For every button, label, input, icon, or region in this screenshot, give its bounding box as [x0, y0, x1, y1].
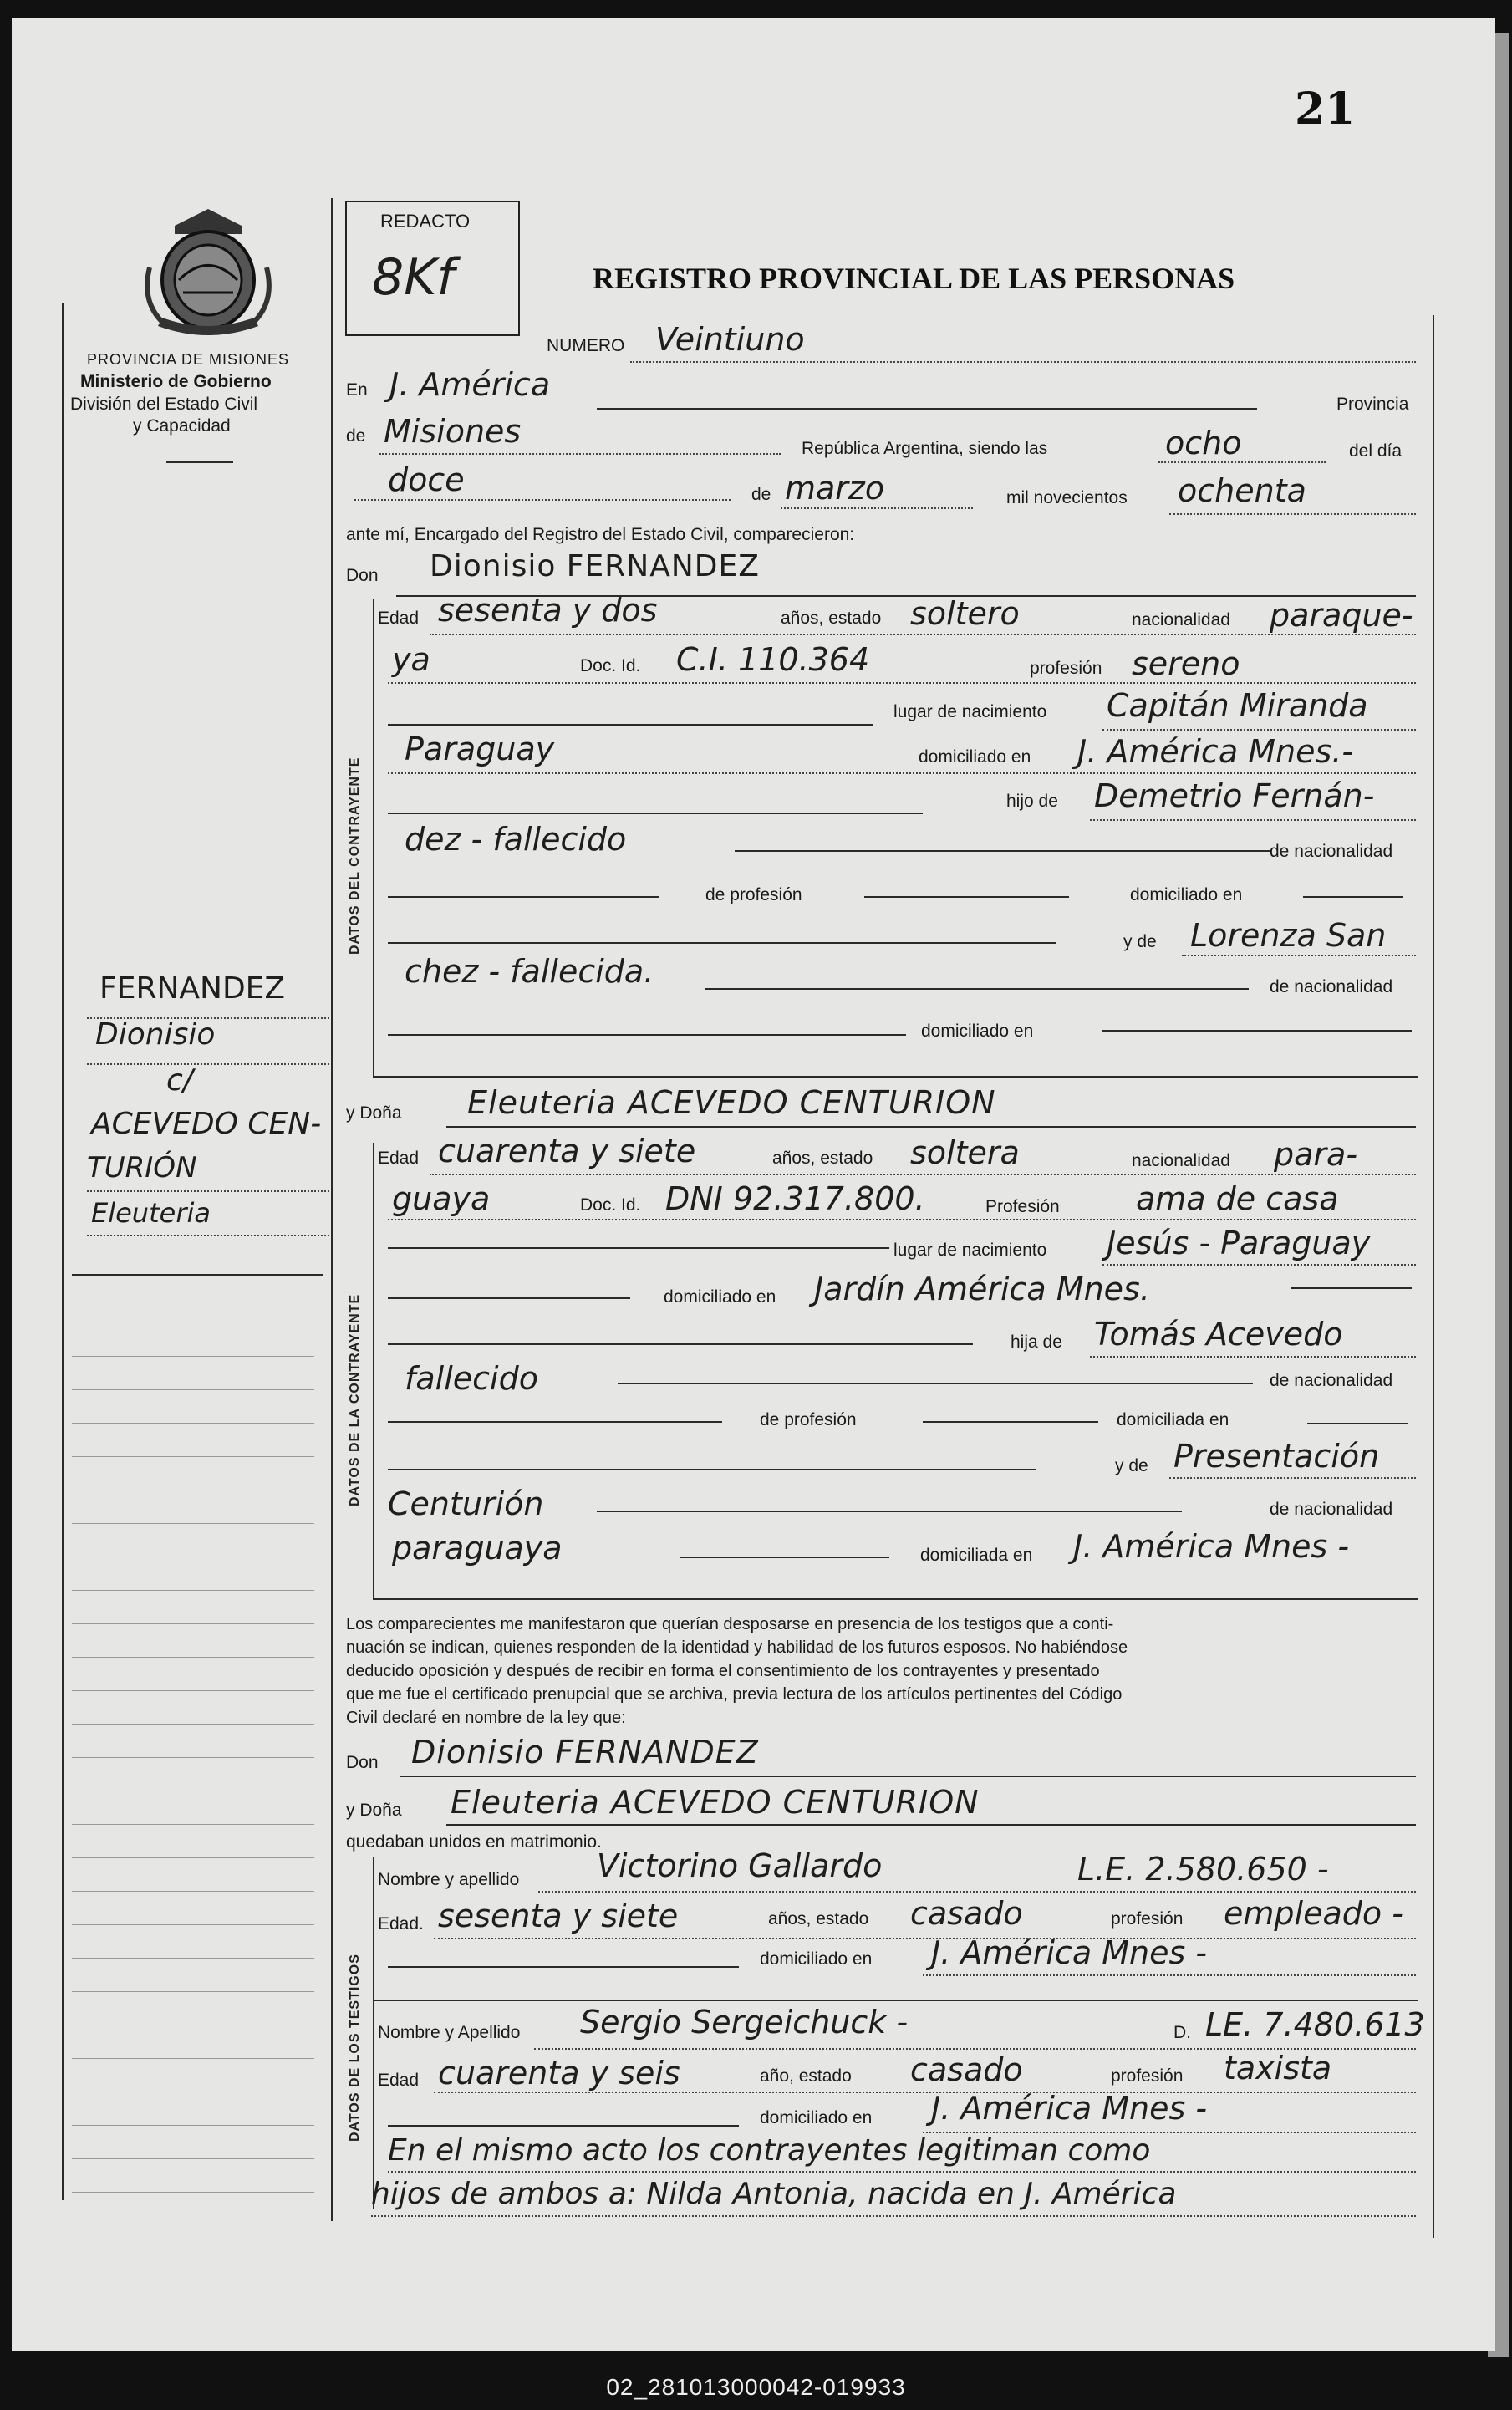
bride-domicile: Jardín América Mnes.	[814, 1271, 1150, 1307]
bride-nationality: para-	[1274, 1136, 1358, 1173]
hija-de-label: hija de	[1011, 1332, 1062, 1352]
groom-document: C.I. 110.364	[676, 641, 870, 678]
groom-domicile: J. América Mnes.-	[1077, 733, 1354, 770]
anos-estado-label: años, estado	[781, 609, 882, 628]
profesion-label: profesión	[1030, 659, 1102, 678]
redacto-initials: 8Kf	[372, 248, 455, 307]
nacionalidad-label: nacionalidad	[1132, 610, 1230, 629]
margin-note-divider	[72, 1274, 323, 1276]
groom-profession: sereno	[1132, 645, 1240, 682]
bride-mother: Presentación	[1173, 1438, 1380, 1475]
margin-note-surname-3: TURIÓN	[87, 1151, 197, 1185]
bride-mother-domicile: J. América Mnes -	[1073, 1528, 1350, 1565]
declaration-line-3: deducido oposición y después de recibir en forma el consentimiento de los contrayentes y presentado	[346, 1662, 1100, 1680]
nombre-apellido-label-2: Nombre y Apellido	[378, 2023, 521, 2042]
margin-note-name: Dionisio	[95, 1017, 216, 1052]
groom-data-section-label: DATOS DEL CONTRAYENTE	[348, 757, 362, 955]
declaration-line-1: Los comparecientes me manifestaron que querían desposarse en presencia de los testigos que a conti-	[346, 1615, 1114, 1633]
groom-nationality-2: ya	[392, 641, 430, 678]
groom-father: Demetrio Fernán-	[1094, 777, 1375, 814]
legitimation-note-line-1: En el mismo acto los contrayentes legitiman como	[388, 2133, 1151, 2168]
witness-2-document: LE. 7.480.613	[1205, 2006, 1425, 2043]
groom-mother-2: chez - fallecida.	[405, 953, 654, 990]
legitimation-note-line-2: hijos de ambos a: Nilda Antonia, nacida en J. América	[371, 2177, 1177, 2211]
domiciliado-label-5: domiciliado en	[760, 1949, 873, 1969]
margin-note-surname-2: ACEVEDO CEN-	[91, 1107, 322, 1141]
ministry-label: Ministerio de Gobierno	[80, 372, 272, 391]
bride-mother-nationality: paraguaya	[392, 1530, 563, 1567]
groom-mother: Lorenza San	[1190, 917, 1387, 954]
bride-nationality-2: guaya	[392, 1180, 491, 1217]
de-profesion-label-2: de profesión	[760, 1410, 857, 1429]
sidebar-divider	[166, 461, 233, 463]
y-dona-label-2: y Doña	[346, 1801, 402, 1820]
witness-1-status: casado	[910, 1895, 1023, 1932]
groom-father-2: dez - fallecido	[405, 821, 627, 858]
domiciliado-label-6: domiciliado en	[760, 2108, 873, 2127]
division-label-2: y Capacidad	[133, 416, 231, 436]
bride-status: soltera	[910, 1134, 1020, 1171]
edad-label-3: Edad.	[378, 1914, 424, 1934]
bride-mother-2: Centurión	[388, 1485, 544, 1522]
act-month: marzo	[785, 470, 885, 507]
act-place: J. América	[389, 366, 551, 403]
don-label-2: Don	[346, 1753, 379, 1772]
bride-data-section-label: DATOS DE LA CONTRAYENTE	[348, 1293, 362, 1506]
witness-1-document: L.E. 2.580.650 -	[1077, 1851, 1329, 1888]
declaration-line-2: nuación se indican, quienes responden de la identidad y habilidad de los futuros esposos. No habiéndose	[346, 1638, 1128, 1657]
hijo-de-label: hijo de	[1006, 792, 1058, 811]
profesion-label-2: Profesión	[985, 1197, 1060, 1216]
witness-1-name: Victorino Gallardo	[597, 1847, 883, 1884]
witness-2-domicile: J. América Mnes -	[931, 2090, 1208, 2127]
union-bride: Eleuteria ACEVEDO CENTURION	[451, 1784, 980, 1821]
groom-birthplace-2: Paraguay	[405, 731, 555, 767]
y-dona-label: y Doña	[346, 1103, 402, 1123]
declaration-line-4: que me fue el certificado prenupcial que se archiva, previa lectura de los artículos pertinentes del Código	[346, 1685, 1123, 1704]
provincia-label: Provincia	[1336, 395, 1409, 414]
de-label-2: de	[751, 485, 771, 504]
lugar-nacimiento-label-2: lugar de nacimiento	[893, 1241, 1047, 1260]
witness-2-age: cuarenta y seis	[438, 2055, 680, 2092]
margin-note-name-2: Eleuteria	[91, 1197, 211, 1229]
numero-label: NUMERO	[547, 336, 625, 355]
de-nacionalidad-label-2: de nacionalidad	[1270, 977, 1393, 996]
witnesses-data-section-label: DATOS DE LOS TESTIGOS	[348, 1954, 362, 2142]
bride-name: Eleuteria ACEVEDO CENTURION	[467, 1084, 996, 1121]
de-profesion-label: de profesión	[705, 885, 802, 904]
document-footer-id: 02_281013000042-019933	[606, 2374, 906, 2400]
doc-id-label-2: Doc. Id.	[580, 1195, 641, 1215]
republica-label: República Argentina, siendo las	[802, 439, 1048, 458]
de-label: de	[346, 426, 366, 446]
union-groom: Dionisio FERNANDEZ	[411, 1734, 759, 1771]
anos-estado-label-2: años, estado	[772, 1149, 873, 1168]
ano-estado-label: año, estado	[760, 2066, 852, 2086]
edad-label: Edad	[378, 609, 420, 628]
bride-document: DNI 92.317.800.	[665, 1180, 925, 1217]
margin-note-surname: FERNANDEZ	[99, 971, 286, 1006]
groom-status: soltero	[910, 595, 1020, 632]
de-nacionalidad-label-4: de nacionalidad	[1270, 1500, 1393, 1519]
province-label: PROVINCIA DE MISIONES	[87, 351, 290, 368]
division-label: División del Estado Civil	[70, 395, 258, 414]
groom-age: sesenta y dos	[438, 592, 658, 629]
witness-2-profession: taxista	[1224, 2050, 1332, 2086]
de-nacionalidad-label-3: de nacionalidad	[1270, 1371, 1393, 1390]
edad-label-2: Edad	[378, 1149, 420, 1168]
provincial-crest-icon	[141, 201, 275, 344]
act-year: ochenta	[1178, 472, 1306, 509]
del-dia-label: del día	[1349, 441, 1403, 461]
witness-2-status: casado	[910, 2051, 1023, 2088]
act-province: Misiones	[384, 413, 522, 450]
profesion-label-3: profesión	[1111, 1909, 1184, 1929]
act-day: doce	[388, 461, 465, 498]
bride-birthplace: Jesús - Paraguay	[1107, 1225, 1371, 1261]
act-hour: ocho	[1165, 425, 1242, 461]
registry-page	[12, 18, 1495, 2351]
domiciliado-en-label-2: domiciliado en	[1130, 885, 1243, 904]
act-number: Veintiuno	[655, 321, 805, 358]
bride-father-2: fallecido	[405, 1360, 538, 1397]
left-margin-line	[62, 303, 64, 2200]
redacto-label: REDACTO	[380, 211, 471, 232]
de-nacionalidad-label: de nacionalidad	[1270, 842, 1393, 861]
edad-label-4: Edad	[378, 2071, 420, 2090]
bride-profession: ama de casa	[1136, 1180, 1339, 1217]
y-de-label: y de	[1123, 932, 1157, 951]
groom-name: Dionisio FERNANDEZ	[430, 549, 760, 583]
domiciliada-en-label: domiciliada en	[1117, 1410, 1229, 1429]
domiciliado-en-label-3: domiciliado en	[921, 1022, 1034, 1041]
groom-birthplace: Capitán Miranda	[1107, 687, 1368, 724]
doc-id-label: Doc. Id.	[580, 656, 641, 675]
witness-2-name: Sergio Sergeichuck -	[580, 2004, 909, 2041]
groom-nationality: paraque-	[1270, 597, 1413, 634]
declaration-line-5: Civil declaré en nombre de la ley que:	[346, 1709, 626, 1727]
sidebar-separator	[331, 198, 333, 2221]
bride-age: cuarenta y siete	[438, 1133, 696, 1169]
nacionalidad-label-2: nacionalidad	[1132, 1151, 1230, 1170]
en-label: En	[346, 380, 368, 400]
page-number: 21	[1295, 84, 1356, 135]
anos-estado-label-3: años, estado	[768, 1909, 869, 1929]
mil-novecientos-label: mil novecientos	[1006, 488, 1128, 507]
profesion-label-4: profesión	[1111, 2066, 1184, 2086]
don-label: Don	[346, 566, 379, 585]
margin-note-con: c/	[166, 1063, 193, 1098]
lugar-nacimiento-label: lugar de nacimiento	[893, 702, 1047, 721]
bride-father: Tomás Acevedo	[1094, 1316, 1343, 1353]
nombre-apellido-label: Nombre y apellido	[378, 1870, 520, 1889]
d-label: D.	[1173, 2023, 1191, 2042]
y-de-label-2: y de	[1115, 1456, 1148, 1475]
quedaban-label: quedaban unidos en matrimonio.	[346, 1832, 602, 1852]
domiciliado-label-4: domiciliado en	[664, 1287, 776, 1307]
right-margin-line	[1433, 315, 1434, 2238]
ante-mi-text: ante mí, Encargado del Registro del Estado Civil, comparecieron:	[346, 525, 855, 544]
domiciliado-label: domiciliado en	[919, 747, 1031, 767]
witness-1-domicile: J. América Mnes -	[931, 1934, 1208, 1971]
witness-1-profession: empleado -	[1224, 1895, 1403, 1932]
registry-title: REGISTRO PROVINCIAL DE LAS PERSONAS	[593, 262, 1235, 295]
domiciliada-en-label-2: domiciliada en	[920, 1546, 1033, 1565]
witness-1-age: sesenta y siete	[438, 1898, 679, 1934]
redacto-box	[345, 201, 520, 336]
